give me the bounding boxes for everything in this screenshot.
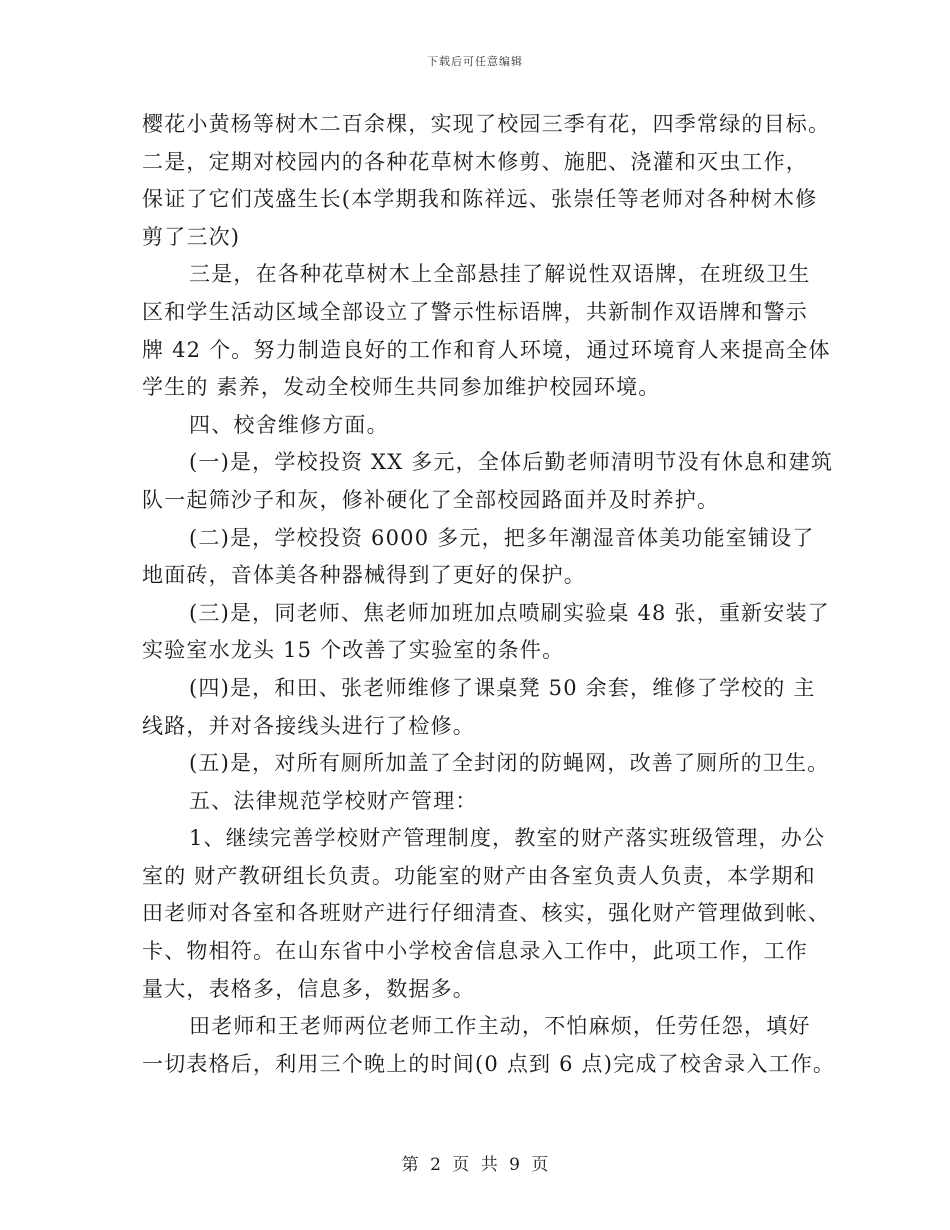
text-line: 量大，表格多，信息多，数据多。 (142, 976, 475, 1001)
text-line: 二是，定期对校园内的各种花草树木修剪、施肥、浇灌和灭虫工作， (142, 149, 808, 174)
section-heading: 四、校舍维修方面。 (189, 412, 389, 437)
text-line: (三)是，同老师、焦老师加班加点喷刷实验桌 48 张，重新安装了 (189, 600, 830, 625)
text-line: 保证了它们茂盛生长(本学期我和陈祥远、张崇任等老师对各种树木修 (142, 187, 818, 212)
text-line: 实验室水龙头 15 个改善了实验室的条件。 (142, 638, 565, 663)
text-line: 地面砖，音体美各种器械得到了更好的保护。 (142, 563, 586, 588)
text-line: 队一起筛沙子和灰，修补硬化了全部校园路面并及时养护。 (142, 487, 720, 512)
text-line: 田老师和王老师两位老师工作主动，不怕麻烦，任劳任怨，填好 (189, 1014, 811, 1039)
text-line: 一切表格后，利用三个晚上的时间(0 点到 6 点)完成了校舍录入工作。 (142, 1051, 836, 1076)
text-line: 卡、物相符。在山东省中小学校舍信息录入工作中，此项工作，工作 (142, 939, 808, 964)
text-line: (四)是，和田、张老师维修了课桌凳 50 余套，维修了学校的 主 (189, 675, 816, 700)
text-line: 牌 42 个。努力制造良好的工作和育人环境，通过环境育人来提高全体 (142, 337, 831, 362)
page-number: 第 2 页 共 9 页 (401, 1155, 549, 1175)
text-line: (二)是，学校投资 6000 多元，把多年潮湿音体美功能室铺设了 (189, 525, 815, 550)
section-heading: 五、法律规范学校财产管理： (189, 788, 478, 813)
text-line: 室的 财产教研组长负责。功能室的财产由各室负责人负责，本学期和 (142, 863, 816, 888)
text-line: 剪了三次) (142, 224, 241, 249)
text-line: 线路，并对各接线头进行了检修。 (142, 713, 475, 738)
text-line: 樱花小黄杨等树木二百余棵，实现了校园三季有花，四季常绿的目标。 (142, 112, 831, 136)
text-line: 三是，在各种花草树木上全部悬挂了解说性双语牌，在班级卫生 (189, 262, 811, 287)
text-line: (五)是，对所有厕所加盖了全封闭的防蝇网，改善了厕所的卫生。 (189, 751, 830, 776)
document-body (142, 106, 836, 1083)
text-line: (一)是，学校投资 XX 多元，全体后勤老师清明节没有休息和建筑 (189, 450, 834, 475)
text-line: 学生的 素养，发动全校师生共同参加维护校园环境。 (142, 375, 661, 400)
header-note: 下载后可任意编辑 (427, 55, 523, 68)
text-line: 田老师对各室和各班财产进行仔细清查、核实，强化财产管理做到帐、 (142, 901, 831, 926)
text-line: 1、继续完善学校财产管理制度，教室的财产落实班级管理，办公 (189, 826, 826, 851)
text-line: 区和学生活动区域全部设立了警示性标语牌，共新制作双语牌和警示 (142, 299, 808, 324)
